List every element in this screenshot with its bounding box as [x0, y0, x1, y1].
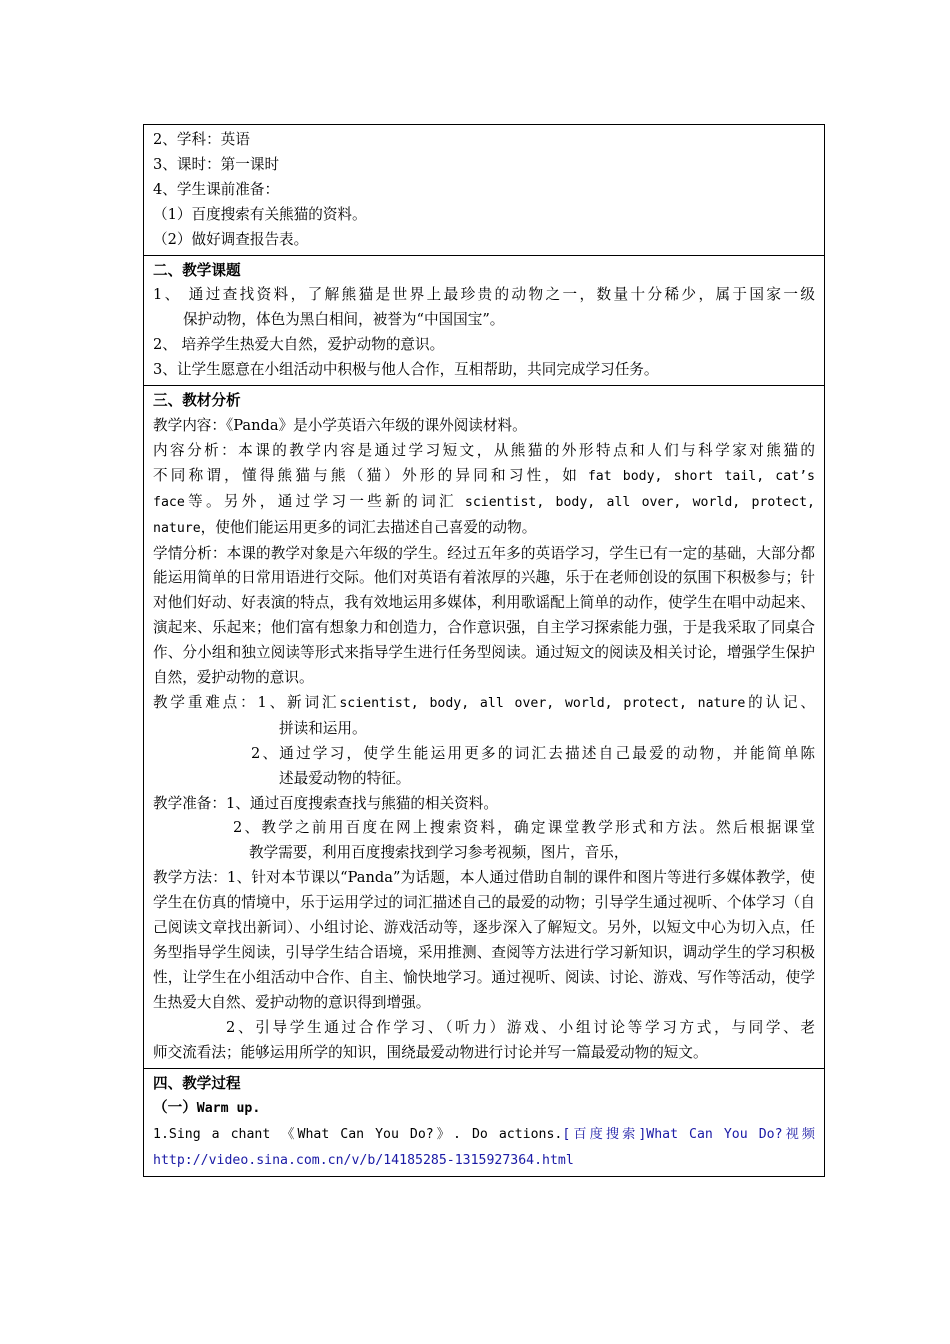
topic-item-1-line-2: 保护动物，体色为黑白相间，被誉为“中国国宝”。 [183, 311, 505, 329]
preparation-line-1: 教学准备：1、通过百度搜索查找与熊猫的相关资料。 [153, 794, 498, 812]
video-url-link[interactable]: http://video.sina.com.cn/v/b/14185285-1315927364.html [153, 1153, 574, 1169]
key-points-line-3: 2、通过学习，使学生能运用更多的词汇去描述自己最爱的动物，并能简单陈 [251, 744, 815, 762]
content-analysis-line-4: nature，使他们能运用更多的词汇去描述自己喜爱的动物。 [153, 518, 537, 536]
sing-chant-line: 1.Sing a chant 《What Can You Do?》. Do actions.[百度搜索]What Can You Do?视频 [153, 1127, 815, 1143]
section-topic [144, 255, 825, 386]
subject-line: 2、学科：英语 [153, 131, 250, 148]
section-basic-info [144, 125, 825, 256]
student-prep-line: 4、学生课前准备： [153, 180, 280, 198]
topic-item-3: 3、让学生愿意在小组活动中积极与他人合作，互相帮助，共同完成学习任务。 [153, 361, 659, 379]
analysis-cell [144, 386, 825, 1068]
video-url-line [153, 1148, 815, 1174]
baidu-search-link[interactable]: [百度搜索]What Can You Do?视频 [562, 1127, 815, 1143]
student-analysis: 学情分析：本课的教学对象是六年级的学生。经过五年多的英语学习，学生已有一定的基础，大部分都能运用简单的日常用语进行交际。他们对英语有着浓厚的兴趣，乐于在老师创设的氛围下积极参与；针对他们好动、好表演的特点，我有效地运用多媒体，利用歌谣配上简单的动作，使学生在唱中动起来、演起来、乐起来；他们富有想象力和创造力，合作意识强，自主学习探索能力强，于是我采取了同桌合作、分小组和独立阅读等形式来指导学生进行任务型阅读。通过短文的阅读及相关讨论，增强学生保护自然，爱护动物的意识。 [153, 544, 815, 687]
content-analysis-line-3: face等。另外，通过学习一些新的词汇 scientist, body, all over, world, protect, [153, 492, 815, 510]
topic-cell [144, 255, 825, 386]
prep-item-2: （2）做好调查报告表。 [153, 230, 309, 248]
teaching-method-1: 教学方法：1、针对本节课以“Panda”为话题，本人通过借助自制的课件和图片等进行多媒体教学，使学生在仿真的情境中，乐于运用学过的词汇描述自己的最爱的动物；引导学生通过视听、个体学习（自己阅读文章找出新词）、小组讨论、游戏活动等，逐步深入了解短文。另外，以短文中心为切入点，任务型指导学生阅读，引导学生结合语境，采用推测、查阅等方法进行学习新知识，调动学生的学习积极性，让学生在小组活动中合作、自主、愉快地学习。通过视听、阅读、讨论、游戏、写作等活动，使学生热爱大自然、爱护动物的意识得到增强。 [153, 869, 815, 1011]
key-points-line-1: 教学重难点：1、新词汇scientist, body, all over, world, protect, nature的认记、 [153, 693, 815, 711]
lesson-plan-document [143, 124, 825, 1177]
section-heading-topic: 二、教学课题 [153, 261, 241, 279]
lesson-plan-table [143, 124, 825, 1177]
topic-item-2: 2、 培养学生热爱大自然，爱护动物的意识。 [153, 336, 445, 354]
content-analysis-line-2: 不同称谓，懂得熊猫与熊（猫）外形的异同和习性，如 fat body, short tail, cat’s [153, 466, 816, 484]
period-line: 3、课时：第一课时 [153, 155, 280, 173]
key-points-line-4: 述最爱动物的特征。 [279, 769, 411, 787]
warm-up-heading: （一）Warm up. [153, 1099, 261, 1117]
teaching-method-2-line-1: 2、引导学生通过合作学习、（听力）游戏、小组讨论等学习方式，与同学、老 [226, 1018, 815, 1036]
prep-item-1: （1）百度搜索有关熊猫的资料。 [153, 205, 367, 223]
topic-item-1-line-1: 1、 通过查找资料，了解熊猫是世界上最珍贵的动物之一，数量十分稀少，属于国家一级 [153, 286, 815, 304]
section-heading-analysis: 三、教材分析 [153, 392, 241, 410]
key-points-line-2: 拼读和运用。 [279, 719, 367, 737]
teaching-content: 教学内容：《Panda》是小学英语六年级的课外阅读材料。 [153, 416, 527, 434]
content-analysis-line-1: 内容分析：本课的教学内容是通过学习短文，从熊猫的外形特点和人们与科学家对熊猫的 [153, 441, 815, 459]
basic-info-cell [144, 125, 825, 256]
section-analysis [144, 386, 825, 1068]
process-cell [144, 1068, 825, 1177]
preparation-line-2: 2、教学之前用百度在网上搜索资料，确定课堂教学形式和方法。然后根据课堂 [233, 819, 815, 837]
preparation-line-3: 教学需要，利用百度搜索找到学习参考视频，图片，音乐， [249, 844, 629, 862]
section-heading-process: 四、教学过程 [153, 1074, 241, 1092]
section-process [144, 1068, 825, 1177]
teaching-method-2-line-2: 师交流看法；能够运用所学的知识，围绕最爱动物进行讨论并写一篇最爱动物的短文。 [153, 1043, 708, 1061]
